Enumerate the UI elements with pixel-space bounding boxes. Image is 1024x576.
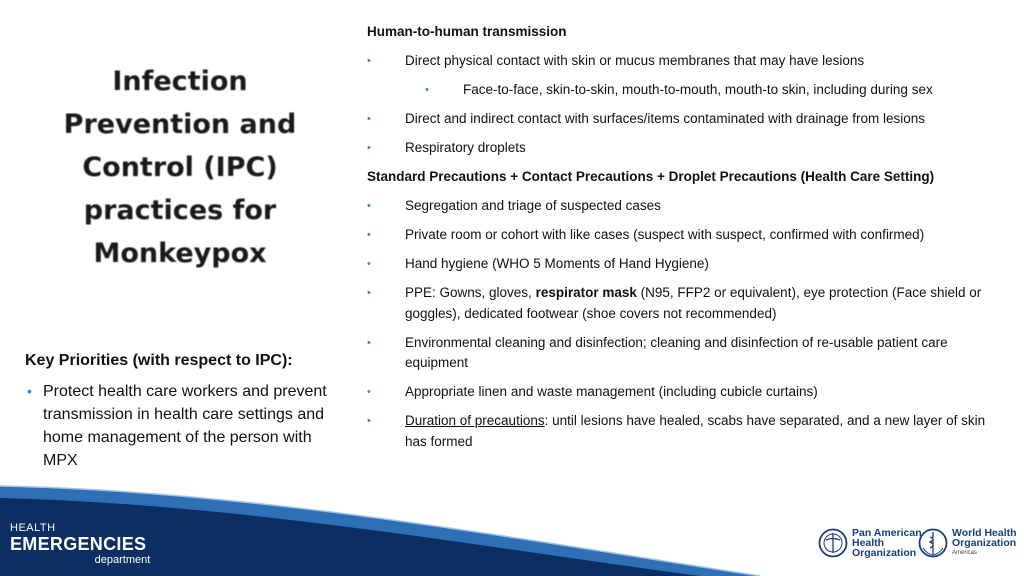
key-priorities-heading: Key Priorities (with respect to IPC): <box>25 352 293 369</box>
duration-text: : until lesions have healed, scabs have separated, and a new layer of skin has formed <box>405 413 986 449</box>
ppe-emphasis: respirator mask <box>535 285 637 300</box>
bullet-icon: • <box>367 113 371 125</box>
list-item-text: Appropriate linen and waste management (including cubicle curtains) <box>405 384 818 399</box>
list-item <box>367 138 992 159</box>
who-line: World Health <box>952 527 1017 539</box>
who-emblem-icon <box>918 528 948 558</box>
list-item-text: Respiratory droplets <box>405 140 526 155</box>
paho-line: Health <box>852 537 885 549</box>
list-item-text: Face-to-face, skin-to-skin, mouth-to-mouth, mouth-to skin, including during sex <box>463 82 933 97</box>
footer-band <box>0 476 1024 576</box>
list-item-text: Hand hygiene (WHO 5 Moments of Hand Hygiene) <box>405 256 709 271</box>
list-item <box>367 196 992 217</box>
footer-line2: EMERGENCIES <box>10 534 147 554</box>
transmission-heading: Human-to-human transmission <box>367 24 567 39</box>
list-item <box>367 382 992 403</box>
bullet-icon: • <box>367 258 371 270</box>
precautions-heading: Standard Precautions + Contact Precautions + Droplet Precautions (Health Care Setting) <box>367 169 935 184</box>
ppe-prefix: PPE: Gowns, gloves, <box>405 285 536 300</box>
paho-line: Organization <box>852 547 917 559</box>
bullet-icon: • <box>367 336 371 349</box>
who-line: Organization <box>952 537 1017 549</box>
list-item <box>367 109 992 130</box>
list-item <box>367 333 992 374</box>
list-item-text: Direct physical contact with skin or mucus membranes that may have lesions <box>405 53 865 68</box>
who-logo <box>918 528 1017 558</box>
list-item <box>367 80 992 101</box>
bullet-icon: • <box>367 200 371 212</box>
bullet-icon: • <box>367 415 371 427</box>
bullet-icon: • <box>367 287 371 299</box>
paho-logo <box>818 528 922 558</box>
title-line: Control (IPC) <box>82 152 278 183</box>
ppe-suffix: (N95, FFP2 or equivalent), eye protection (Face shield or goggles), dedicated footwear (shoe covers not recommended) <box>405 285 982 321</box>
list-item-text: Direct and indirect contact with surfaces/items contaminated with drainage from lesions <box>405 111 925 126</box>
bullet-icon: • <box>367 55 371 67</box>
paho-emblem-icon <box>818 528 848 558</box>
who-region: Americas <box>952 550 978 556</box>
key-priorities <box>25 349 345 472</box>
title-line: Infection <box>112 66 248 97</box>
bullet-icon: • <box>367 229 371 241</box>
paho-line: Pan American <box>852 527 922 539</box>
title-line: practices for <box>83 195 277 226</box>
list-item <box>367 254 992 275</box>
bullet-icon: • <box>27 383 32 399</box>
ipc-content <box>367 22 992 461</box>
list-item <box>367 51 992 72</box>
footer-line3: department <box>94 554 151 566</box>
list-item <box>367 411 992 452</box>
footer-line1: HEALTH <box>10 522 56 534</box>
duration-label: Duration of precautions <box>405 413 545 428</box>
list-item-text: Private room or cohort with like cases (suspect with suspect, confirmed with confirmed) <box>405 227 925 242</box>
list-item-text: Environmental cleaning and disinfection; cleaning and disinfection of re-usable patient care equipment <box>405 334 948 370</box>
list-item-text: Protect health care workers and prevent transmission in health care settings and home management of the person with MPX <box>43 383 327 469</box>
list-item <box>25 380 345 472</box>
list-item <box>367 225 992 246</box>
list-item <box>367 283 992 324</box>
health-emergencies-logo <box>10 522 151 566</box>
bullet-icon: • <box>367 142 371 154</box>
slide-title <box>30 60 330 275</box>
title-line: Prevention and <box>63 109 297 140</box>
bullet-icon: • <box>367 386 371 398</box>
title-line: Monkeypox <box>93 238 267 269</box>
bullet-icon: • <box>425 84 429 96</box>
list-item-text: Segregation and triage of suspected cases <box>405 198 661 213</box>
